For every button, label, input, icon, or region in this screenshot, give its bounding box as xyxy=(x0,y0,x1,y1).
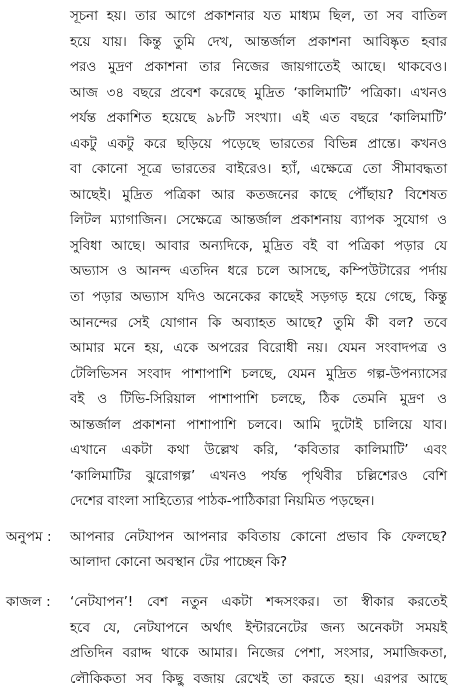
dialogue-turn-kajal xyxy=(0,590,447,692)
text-line: লিটল ম্যাগাজিন। সেক্ষেত্রে আন্তর্জাল প্রকাশনায় ব্যাপক সুযোগ ও xyxy=(70,212,447,229)
text-line: আপনার নেটযাপন আপনার কবিতায় কোনো প্রভাব কি ফেলছে? xyxy=(70,528,447,545)
text-line: লৌকিকতা সব কিছু বজায় রেখেই তা করতে হয়। এরপর আছে xyxy=(70,670,447,687)
spacer xyxy=(70,515,447,525)
text-line: ‘নেটযাপন’! বেশ নতুন একটা শব্দসংকর। তা স্বীকার করতেই xyxy=(70,594,447,611)
text-line: সুবিধা আছে। আবার অন্যদিকে, মুদ্রিত বই বা পত্রিকা পড়ার যে xyxy=(70,237,447,254)
text-line: একটু একটু করে ছড়িয়ে পড়েছে ভারতের বিভিন্ন প্রান্তে। কখনও xyxy=(70,135,447,152)
text-line: টেলিভিসন সংবাদ পাশাপাশি চলছে, যেমন মুদ্রিত গল্প-উপন্যাসের xyxy=(70,365,447,382)
text-line: এখানে একটা কথা উল্লেখ করি, ‘কবিতার কালিমাটি’ এবং xyxy=(70,442,447,459)
text-line: দেশের বাংলা সাহিত্যের পাঠক-পাঠিকারা নিয়মিত পড়ছেন। xyxy=(70,493,375,510)
text-line: আমার মনে হয়, একে অপরের বিরোধী নয়। যেমন সংবাদপত্র ও xyxy=(70,340,447,357)
text-line: তা পড়ার অভ্যাস যদিও অনেকের কাছেই সড়গড় হয়ে গেছে, কিন্তু xyxy=(70,289,447,306)
text-line: পরও মুদ্রণ প্রকাশনা তার নিজের জায়গাতেই আছে। থাকবেও। xyxy=(70,59,447,76)
text-line: হবে যে, নেটযাপনে অর্থাৎ ইন্টারনেটের জন্য অনেকটা সময়ই xyxy=(70,619,447,636)
text-line: ‘কালিমাটির ঝুরোগল্প’ এখনও পর্যন্ত পৃথিবীর চল্লিশেরও বেশি xyxy=(70,467,447,484)
text-line: প্রতিদিন বরাদ্দ থাকে আমার। নিজের পেশা, সংসার, সমাজিকতা, xyxy=(70,645,447,662)
dialogue-turn-anupam xyxy=(0,525,447,576)
text-line: আনন্দের সেই যোগান কি অব্যাহত আছে? তুমি কী বল? তবে xyxy=(70,314,447,331)
intro-paragraph xyxy=(70,4,447,515)
speaker-name: অনুপম : xyxy=(6,528,52,545)
text-line: হয়ে যায়। কিন্তু তুমি দেখ, আন্তর্জাল প্রকাশনা আবিষ্কৃত হবার xyxy=(70,33,447,50)
text-line: আজ ৩৪ বছরে প্রবেশ করেছে মুদ্রিত ‘কালিমাটি’ পত্রিকা। এখনও xyxy=(70,84,447,101)
text-line: আছেই। মুদ্রিত পত্রিকা আর কতজনের কাছে পৌঁছায়? বিশেষত xyxy=(70,186,447,203)
speaker-name: কাজল : xyxy=(6,594,51,611)
text-line: অভ্যাস ও আনন্দ এতদিন ধরে চলে আসছে, কম্পিউটারের পর্দায় xyxy=(70,263,447,280)
spacer xyxy=(70,576,447,590)
text-line: বা কোনো সূত্রে ভারতের বাইরেও। হ্যাঁ, এক্ষেত্রে তো সীমাবদ্ধতা xyxy=(70,161,447,178)
text-line: আলাদা কোনো অবস্থান টের পাচ্ছেন কি? xyxy=(70,554,287,571)
text-line: আন্তর্জাল প্রকাশনা পাশাপাশি চলবে। আমি দুটোই চালিয়ে যাব। xyxy=(70,416,447,433)
text-line: পর্যন্ত প্রকাশিত হয়েছে ৯৮টি সংখ্যা। এই এত বছরে ‘কালিমাটি’ xyxy=(70,110,447,127)
text-line: বই ও টিভি-সিরিয়াল পাশাপাশি চলছে, ঠিক তেমনি মুদ্রণ ও xyxy=(70,391,447,408)
text-line: সূচনা হয়। তার আগে প্রকাশনার যত মাধ্যম ছিল, তা সব বাতিল xyxy=(70,8,447,24)
